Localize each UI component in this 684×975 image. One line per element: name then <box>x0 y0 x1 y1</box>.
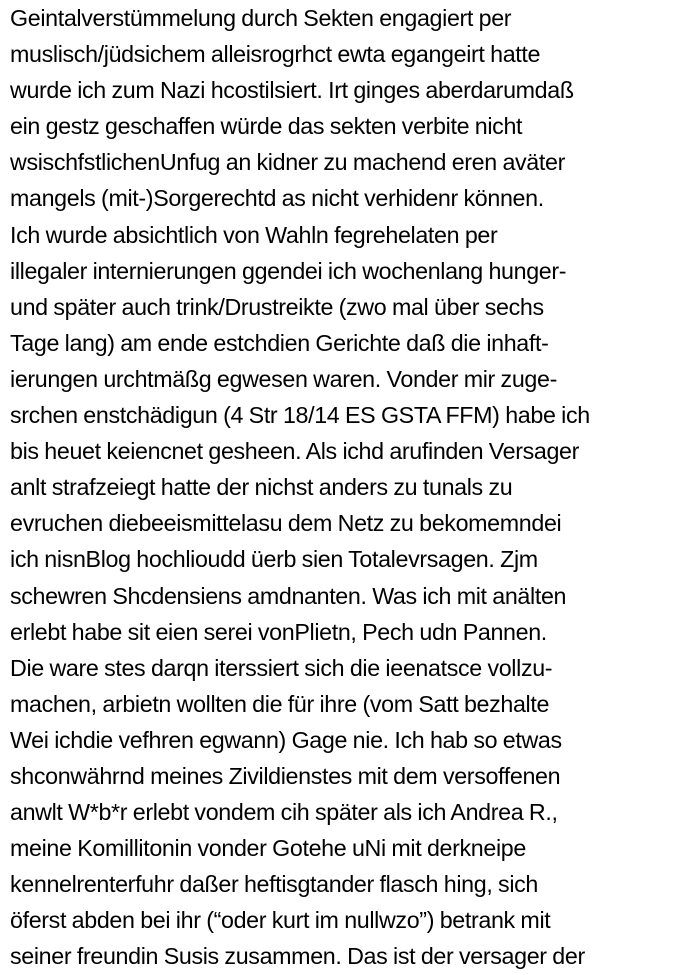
text-line-7: Ich wurde absichtlich von Wahln fegrehelaten per <box>10 221 498 248</box>
text-line-15: evruchen diebeeismittelasu dem Netz zu bekomemndei <box>10 510 562 537</box>
text-line-22: shconwährnd meines Zivildienstes mit dem versoffenen <box>10 762 561 789</box>
text-line-21: Wei ichdie vefhren egwann) Gage nie. Ich hab so etwas <box>10 726 562 753</box>
text-line-4: ein gestz geschaffen würde das sekten verbite nicht <box>10 113 523 140</box>
text-line-17: schewren Shcdensiens amdnanten. Was ich mit anälten <box>10 582 567 609</box>
text-line-1: Geintalverstümmelung durch Sekten engagiert per <box>10 5 512 31</box>
text-line-10: Tage lang) am ende estchdien Gerichte daß die inhaft- <box>10 329 549 356</box>
text-line-19: Die ware stes darqn iterssiert sich die ieenatsce vollzu- <box>10 654 553 681</box>
text-line-2: muslisch/jüdsichem alleisrogrhct ewta egangeirt hatte <box>10 41 541 68</box>
text-line-27: seiner freundin Susis zusammen. Das ist der versager der <box>10 943 585 970</box>
text-line-3: wurde ich zum Nazi hcostilsiert. Irt ginges aberdarumdaß <box>10 77 574 104</box>
text-line-13: bis heuet keiencnet gesheen. Als ichd arufinden Versager <box>10 438 580 465</box>
text-line-26: öferst abden bei ihr (“oder kurt im nullwzo”) betrank mit <box>10 907 551 934</box>
text-line-24: meine Komillitonin vonder Gotehe uNi mit derkneipe <box>10 835 526 862</box>
text-line-18: erlebt habe sit eien serei vonPlietn, Pech udn Pannen. <box>10 618 547 645</box>
text-line-5: wsischfstlichenUnfug an kidner zu machend eren aväter <box>10 149 565 176</box>
body-text <box>10 0 682 975</box>
text-line-14: anlt strafzeiegt hatte der nichst anders zu tunals zu <box>10 474 513 501</box>
text-line-25: kennelrenterfuhr daßer heftisgtander flasch hing, sich <box>10 871 539 898</box>
text-line-6: mangels (mit-)Sorgerechtd as nicht verhidenr können. <box>10 185 544 212</box>
text-line-16: ich nisnBlog hochlioudd üerb sien Totalevrsagen. Zjm <box>10 546 538 573</box>
text-line-9: und später auch trink/Drustreikte (zwo mal über sechs <box>10 293 544 320</box>
text-line-20: machen, arbietn wollten die für ihre (vom Satt bezhalte <box>10 690 550 717</box>
text-line-8: illegaler internierungen ggendei ich wochenlang hunger- <box>10 257 567 284</box>
text-line-12: srchen enstchädigun (4 Str 18/14 ES GSTA FFM) habe ich <box>10 402 590 429</box>
text-line-11: ierungen urchtmäßg egwesen waren. Vonder mir zuge- <box>10 365 557 392</box>
text-line-23: anwlt W*b*r erlebt vondem cih später als ich Andrea R., <box>10 799 558 826</box>
